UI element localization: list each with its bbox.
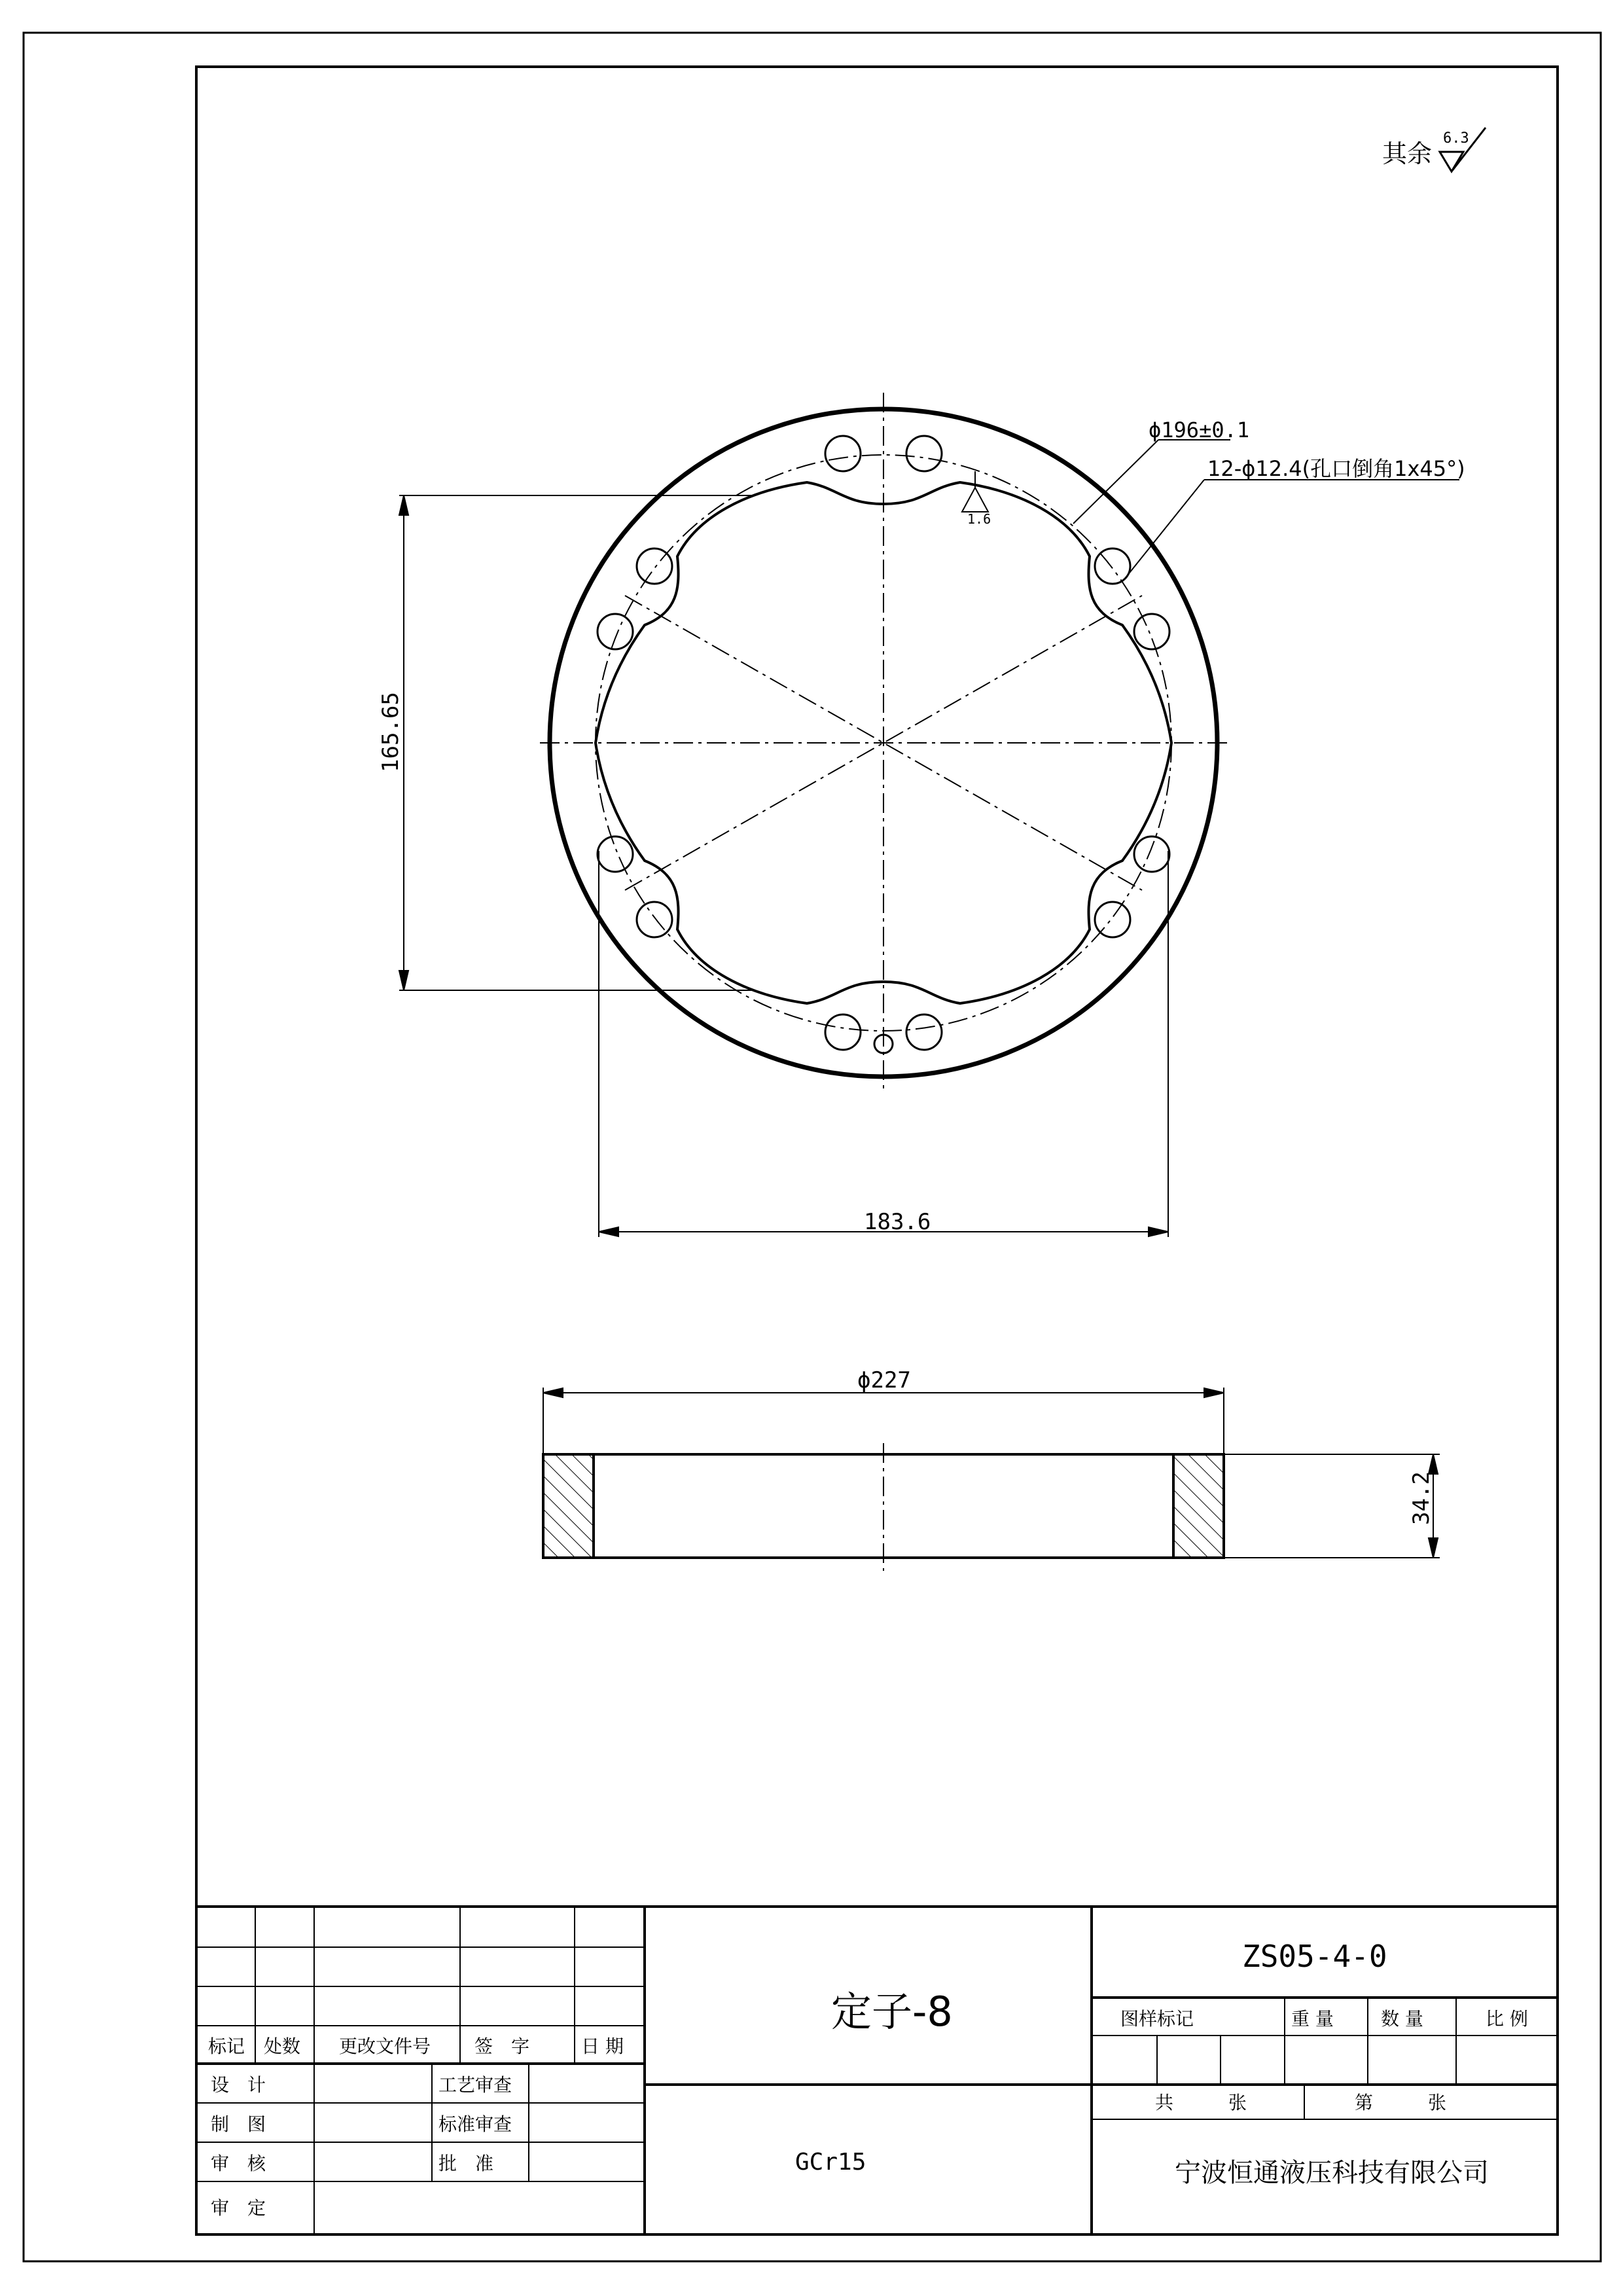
approval-design: 设 计 — [211, 2074, 266, 2096]
bolt-hole — [597, 614, 633, 649]
inner-roughness: 1.6 — [967, 511, 991, 527]
weight-header: 重 量 — [1291, 2008, 1334, 2030]
bolt-hole — [637, 902, 672, 937]
sheets-total: 共 张 — [1155, 2092, 1247, 2113]
material: GCr15 — [795, 2149, 866, 2176]
rev-mark-header: 标记 — [208, 2036, 245, 2057]
drawing-number: ZS05-4-0 — [1242, 1939, 1387, 1974]
approval-process: 工艺审查 — [438, 2074, 512, 2096]
bolt-hole — [906, 436, 942, 471]
approval-draw: 制 图 — [211, 2113, 266, 2135]
holes-note: 12-ϕ12.4(孔口倒角1x45°) — [1207, 456, 1465, 481]
roughness-label: 其余 — [1382, 139, 1433, 168]
bolt-hole — [637, 548, 672, 584]
height-dim-text: 165.65 — [378, 692, 404, 772]
bolt-hole — [1095, 902, 1130, 937]
rev-signature-header: 签 字 — [474, 2036, 530, 2057]
bolt-hole — [906, 1014, 942, 1050]
thickness-dim-text: 34.2 — [1408, 1471, 1435, 1525]
rev-docno-header: 更改文件号 — [339, 2036, 431, 2057]
company-name: 宁波恒通液压科技有限公司 — [1175, 2158, 1489, 2188]
sheet-number: 第 张 — [1355, 2092, 1447, 2113]
approval-check: 审 核 — [211, 2153, 266, 2174]
scale-header: 比 例 — [1486, 2008, 1528, 2030]
bolt-hole — [1134, 614, 1169, 649]
rev-date-header: 日 期 — [581, 2036, 624, 2057]
section-hatch-left — [543, 1454, 594, 1558]
inner-frame — [196, 67, 1558, 2234]
plan-view — [399, 393, 1459, 1237]
quantity-header: 数 量 — [1381, 2008, 1423, 2030]
bolt-hole — [1134, 836, 1169, 872]
od-dim-text: ϕ227 — [857, 1367, 911, 1393]
approval-approve-final: 审 定 — [211, 2197, 266, 2219]
rev-count-header: 处数 — [264, 2036, 301, 2057]
section-hatch-right — [1173, 1454, 1224, 1558]
approval-ratify: 批 准 — [438, 2153, 494, 2174]
section-view — [543, 1388, 1440, 1571]
bolt-hole — [597, 836, 633, 872]
center-lines — [540, 393, 1227, 1090]
pitch-circle-dim: ϕ196±0.1 — [1149, 418, 1250, 442]
approval-standard: 标准审查 — [438, 2113, 512, 2135]
bolt-hole — [825, 1014, 861, 1050]
outer-border — [24, 33, 1601, 2261]
width-dim-text: 183.6 — [864, 1209, 931, 1235]
part-name: 定子-8 — [831, 1988, 953, 2036]
roughness-general — [1382, 128, 1486, 171]
roughness-value: 6.3 — [1443, 130, 1469, 147]
bolt-hole — [825, 436, 861, 471]
sample-mark-header: 图样标记 — [1120, 2008, 1194, 2030]
thickness-dimension — [1224, 1454, 1440, 1558]
